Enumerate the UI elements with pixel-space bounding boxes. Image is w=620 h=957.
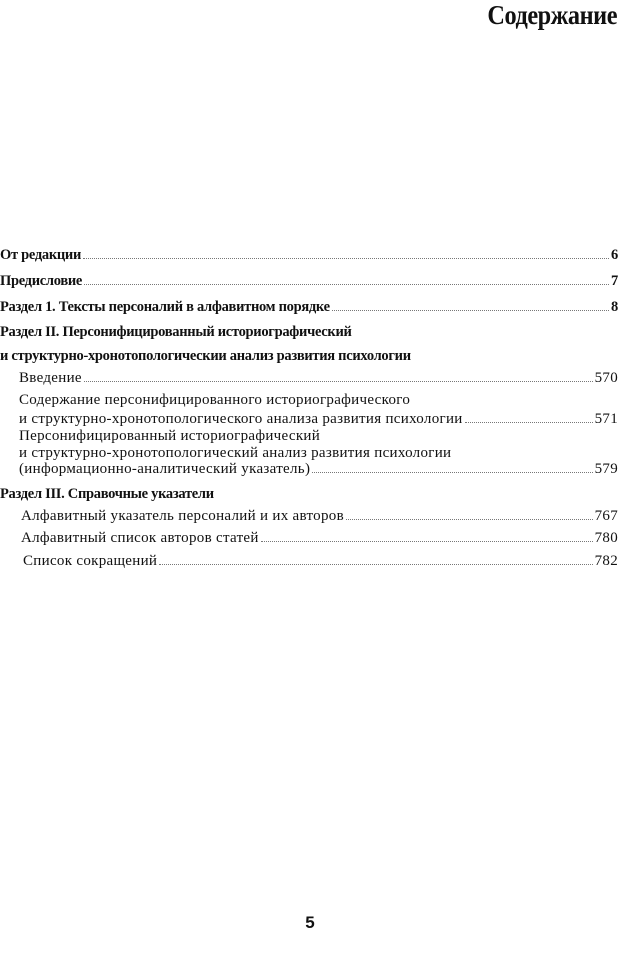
toc-section-2-heading-line-1[interactable]: Раздел II. Персонифицированный историографический xyxy=(0,324,352,340)
dot-leader xyxy=(84,283,609,285)
toc-entry-index[interactable] xyxy=(21,508,618,525)
toc-entry-label: Алфавитный указатель персоналий и их авторов xyxy=(21,508,344,524)
toc-entry-analysis-line-1[interactable]: Персонифицированный историографический xyxy=(19,428,321,444)
toc-entry-page: 782 xyxy=(594,553,618,569)
toc-entry-page: 8 xyxy=(611,299,618,315)
toc-entry-editorial[interactable] xyxy=(0,247,618,264)
dot-leader xyxy=(332,309,609,311)
toc-entry-label: (информационно-аналитический указатель) xyxy=(19,461,311,477)
dot-leader xyxy=(312,471,592,473)
toc-section-2-heading-line-2[interactable]: и структурно-хронотопологическии анализ развития психологии xyxy=(0,348,411,364)
toc-entry-label: Введение xyxy=(19,370,82,386)
toc-entry-content[interactable] xyxy=(19,411,618,428)
toc-entry-preface[interactable] xyxy=(0,273,618,290)
page-title: Содержание xyxy=(487,0,617,30)
toc-entry-authors[interactable] xyxy=(21,530,618,547)
toc-section-3-heading[interactable]: Раздел III. Справочные указатели xyxy=(0,486,214,502)
toc-entry-section-1[interactable] xyxy=(0,299,618,316)
dot-leader xyxy=(465,421,593,423)
toc-entry-label: Алфавитный список авторов статей xyxy=(21,530,259,546)
toc-entry-label: Список сокращений xyxy=(23,553,158,569)
toc-entry-label: Предисловие xyxy=(0,273,83,289)
toc-entry-analysis[interactable] xyxy=(19,461,618,478)
toc-entry-page: 570 xyxy=(594,370,618,386)
dot-leader xyxy=(84,380,593,382)
toc-entry-page: 6 xyxy=(611,247,618,263)
toc-entry-analysis-line-2[interactable]: и структурно-хронотопологический анализ развития психологии xyxy=(19,445,452,461)
toc-entry-page: 571 xyxy=(594,411,618,427)
toc-entry-page: 780 xyxy=(594,530,618,546)
dot-leader xyxy=(159,563,592,565)
toc-entry-abbreviations[interactable] xyxy=(23,553,618,570)
toc-entry-content-line-1[interactable]: Содержание персонифицированного историографического xyxy=(19,392,411,408)
toc-entry-label: От редакции xyxy=(0,247,82,263)
toc-entry-label: Раздел 1. Тексты персоналий в алфавитном порядке xyxy=(0,299,330,315)
toc-entry-page: 7 xyxy=(611,273,618,289)
dot-leader xyxy=(346,518,593,520)
toc-entry-page: 767 xyxy=(594,508,618,524)
toc-entry-label: и структурно-хронотопологического анализа развития психологии xyxy=(19,411,463,427)
page-number: 5 xyxy=(305,913,315,932)
dot-leader xyxy=(261,540,593,542)
dot-leader xyxy=(83,257,609,259)
toc-entry-introduction[interactable] xyxy=(19,370,618,387)
toc-entry-page: 579 xyxy=(594,461,618,477)
